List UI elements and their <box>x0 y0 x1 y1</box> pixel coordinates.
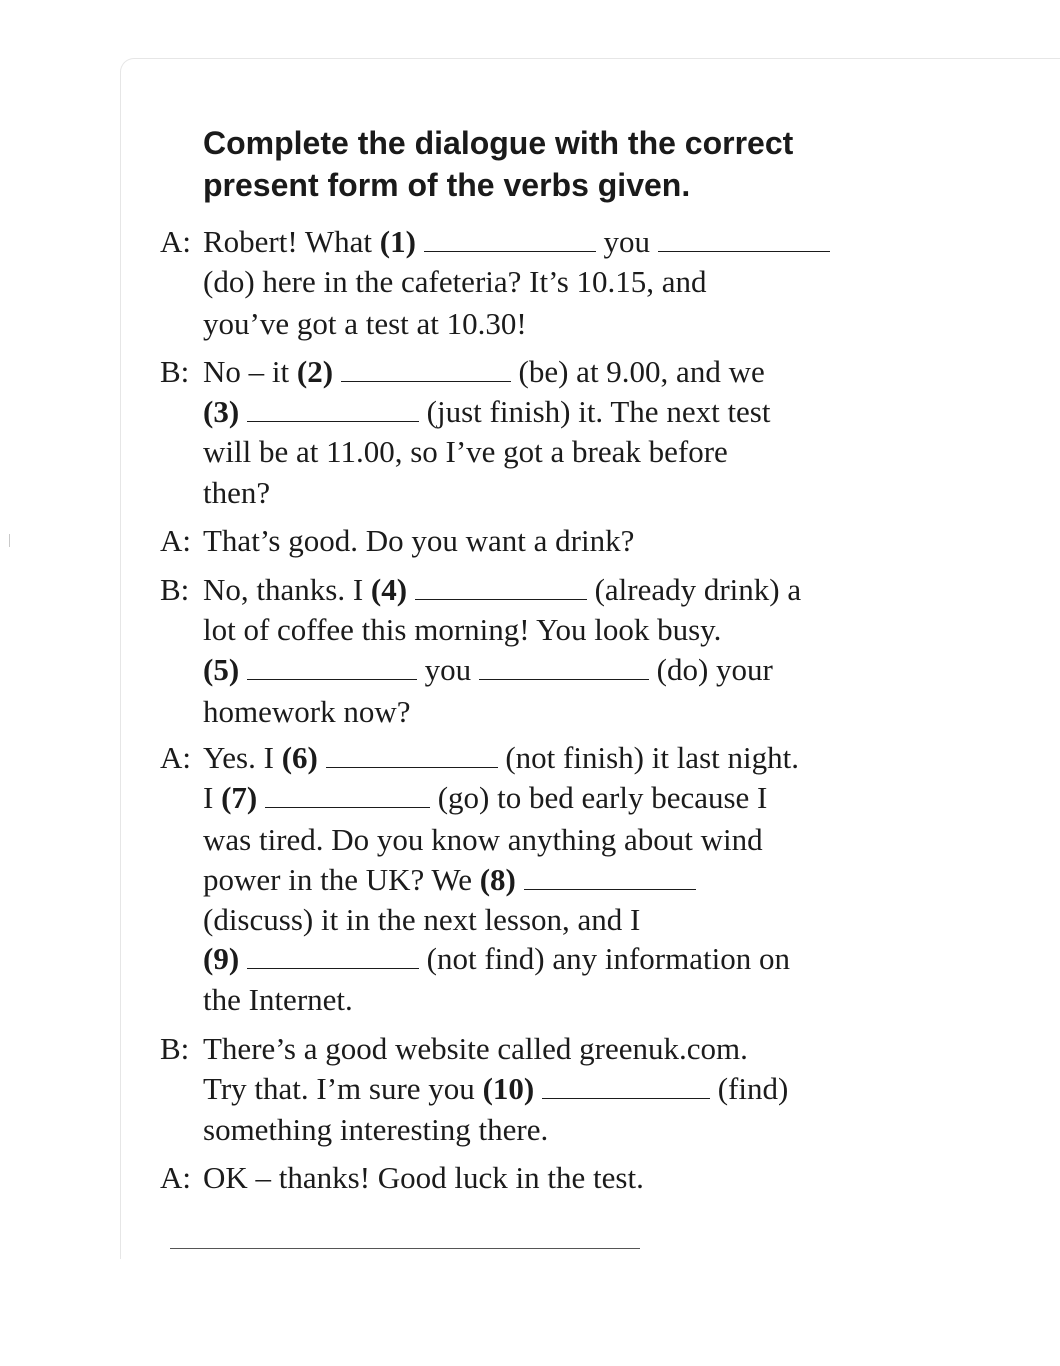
speaker-label: A: <box>160 740 191 775</box>
speaker-label: B: <box>160 1031 190 1066</box>
gap-number: (3) <box>203 394 240 429</box>
gap-number: (8) <box>479 862 516 897</box>
dialogue-line: homework now? <box>203 694 411 729</box>
gap-number: (7) <box>221 780 258 815</box>
answer-blank-4[interactable] <box>415 573 587 600</box>
dialogue-line: lot of coffee this morning! You look busy. <box>203 612 722 647</box>
speaker-label: A: <box>160 224 191 259</box>
gap-number: (10) <box>482 1071 535 1106</box>
dialogue-line: was tired. Do you know anything about wind <box>203 822 763 857</box>
answer-blank-8[interactable] <box>524 863 696 890</box>
dialogue-line: power in the UK? We (8) <box>203 860 696 900</box>
dialogue-line: OK – thanks! Good luck in the test. <box>203 1160 644 1195</box>
answer-blank-2[interactable] <box>341 355 511 382</box>
dialogue-line: No – it (2) (be) at 9.00, and we <box>203 354 765 389</box>
dialogue-line: the Internet. <box>203 982 353 1017</box>
dialogue-line: then? <box>203 475 271 510</box>
dialogue-line: That’s good. Do you want a drink? <box>203 523 635 558</box>
answer-blank-5b[interactable] <box>479 653 649 680</box>
divider-line <box>170 1248 640 1249</box>
dialogue-line: (5) you (do) your <box>203 652 773 687</box>
dialogue-line: Robert! What (1) you <box>203 222 830 262</box>
dialogue-line: (discuss) it in the next lesson, and I <box>203 902 641 937</box>
left-edge-mark <box>9 534 10 547</box>
dialogue-line: (do) here in the cafeteria? It’s 10.15, and <box>203 264 707 299</box>
exercise-instruction <box>203 122 903 206</box>
dialogue-line: I (7) (go) to bed early because I <box>203 780 768 815</box>
answer-blank-1a[interactable] <box>424 225 596 252</box>
dialogue-line: will be at 11.00, so I’ve got a break before <box>203 434 728 469</box>
dialogue-line: No, thanks. I (4) (already drink) a <box>203 572 802 607</box>
speaker-label: A: <box>160 1160 191 1195</box>
dialogue-line: (3) (just finish) it. The next test <box>203 394 771 429</box>
speaker-label: A: <box>160 523 191 558</box>
gap-number: (4) <box>370 572 408 607</box>
speaker-label: B: <box>160 354 190 389</box>
gap-number: (6) <box>281 740 318 775</box>
answer-blank-10[interactable] <box>542 1072 710 1099</box>
gap-number: (2) <box>296 354 334 389</box>
instruction-line-1: Complete the dialogue with the correct <box>203 125 794 161</box>
answer-blank-1b[interactable] <box>658 225 830 252</box>
answer-blank-3[interactable] <box>247 395 419 422</box>
dialogue-line: There’s a good website called greenuk.com. <box>203 1031 748 1066</box>
dialogue-line: (9) (not find) any information on <box>203 941 790 976</box>
dialogue-line: you’ve got a test at 10.30! <box>203 306 527 341</box>
dialogue-line: something interesting there. <box>203 1112 549 1147</box>
gap-number: (5) <box>203 652 240 687</box>
instruction-line-2: present form of the verbs given. <box>203 167 691 203</box>
answer-blank-6[interactable] <box>326 741 498 768</box>
dialogue-line: Yes. I (6) (not finish) it last night. <box>203 740 799 775</box>
gap-number: (1) <box>379 224 416 259</box>
answer-blank-9[interactable] <box>247 942 419 969</box>
answer-blank-7[interactable] <box>265 781 430 808</box>
speaker-label: B: <box>160 572 190 607</box>
dialogue-line: Try that. I’m sure you (10) (find) <box>203 1071 789 1106</box>
gap-number: (9) <box>203 941 240 976</box>
answer-blank-5a[interactable] <box>247 653 417 680</box>
